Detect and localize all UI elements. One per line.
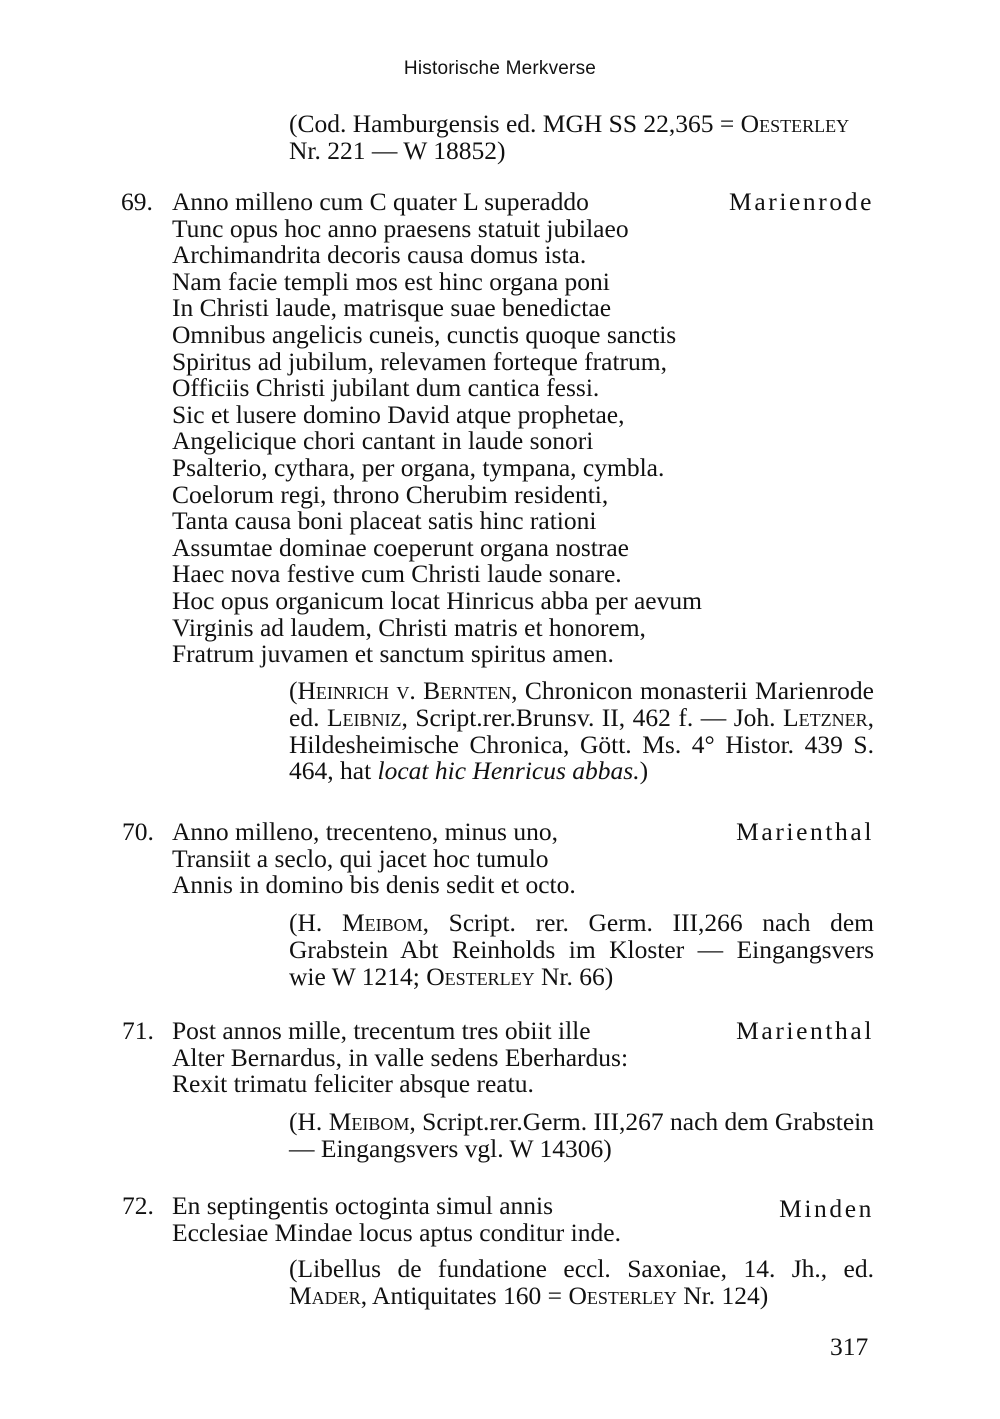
verse-line: Assumtae dominae coeperunt organa nostrae xyxy=(172,532,629,562)
author-name: Heinrich v. Bernten xyxy=(297,676,512,705)
source-note xyxy=(289,678,874,785)
author-name: Letzner xyxy=(783,702,868,732)
author-name: Meibom xyxy=(328,1107,410,1136)
page-number: 317 xyxy=(830,1332,869,1361)
verse-line: Haec nova festive cum Christi laude sonare. xyxy=(172,559,622,589)
place-name: Marienrode xyxy=(729,187,874,216)
verse-line: Annis in domino bis denis sedit et octo. xyxy=(172,870,576,900)
author-name: Mader xyxy=(289,1280,361,1310)
top-citation-line-2: Nr. 221 — W 18852) xyxy=(289,136,506,165)
running-header: Historische Merkverse xyxy=(403,58,597,79)
entry-number: 69. xyxy=(121,187,153,216)
verse-line: Nam facie templi mos est hinc organa poni xyxy=(172,266,610,296)
verse-line: Coelorum regi, throno Cherubim residenti, xyxy=(172,479,609,509)
note-text: Nr. 124) xyxy=(676,1280,769,1310)
top-citation-text: (Cod. Hamburgensis ed. MGH SS 22,365 = xyxy=(289,109,741,138)
note-text: ( xyxy=(289,676,298,705)
verse-line: Spiritus ad jubilum, relevamen forteque fratrum, xyxy=(172,346,667,376)
note-text: , Hildesheimische Chronica, Gött. Ms. 4° Histor. 439 S. 464, hat xyxy=(289,702,874,786)
note-text: (H. xyxy=(289,1107,329,1136)
verse-line: Angelicique chori cantant in laude sonori xyxy=(172,426,594,456)
note-text: Nr. 66) xyxy=(534,961,614,991)
place-name: Marienthal xyxy=(736,1016,874,1045)
top-citation-line-1 xyxy=(289,110,849,137)
author-name: Oesterley xyxy=(740,109,850,138)
verse-line: Virginis ad laudem, Christi matris et honorem, xyxy=(172,612,646,642)
verse-line: Sic et lusere domino David atque prophetae, xyxy=(172,399,625,429)
place-name: Minden xyxy=(779,1194,874,1223)
note-text: (Libellus de fundatione eccl. Saxoniae, 14. Jh., ed. xyxy=(289,1254,874,1283)
entry-number: 71. xyxy=(122,1016,154,1045)
verse-line: Hoc opus organicum locat Hinricus abba per aevum xyxy=(172,586,702,615)
source-note xyxy=(289,1109,874,1163)
note-text: ) xyxy=(639,756,649,786)
verse-line: Psalterio, cythara, per organa, tympana, cymbla. xyxy=(172,453,665,482)
entry-number: 70. xyxy=(122,817,154,846)
note-text: , Script.rer.Brunsv. II, 462 f. — Joh. xyxy=(401,702,784,732)
verse-line: Alter Bernardus, in valle sedens Eberhardus: xyxy=(172,1042,629,1072)
quoted-variant: locat hic Henricus abbas. xyxy=(377,756,640,786)
note-text: , Script.rer.Germ. III,267 nach dem Grabstein — Eingangsvers vgl. W 14306) xyxy=(289,1107,874,1163)
verse-line: Archimandrita decoris causa domus ista. xyxy=(172,240,587,270)
entry-number: 72. xyxy=(122,1191,154,1220)
author-name: Meibom xyxy=(341,908,423,937)
note-text: , Script. rer. Germ. III,266 nach dem Grabstein Abt Reinholds im Kloster — Eingangsvers wie W 1214; xyxy=(289,908,874,991)
note-text: , Chronicon monasterii Marienrode ed. xyxy=(289,676,874,732)
verse-line: Transiit a seclo, qui jacet hoc tumulo xyxy=(172,843,549,873)
verse-line: Anno milleno cum C quater L superaddo xyxy=(172,187,589,216)
verse-line: Post annos mille, trecentum tres obiit ille xyxy=(172,1016,591,1045)
note-text: , Antiquitates 160 = xyxy=(360,1280,569,1310)
source-note xyxy=(289,1256,874,1310)
author-name: Oesterley xyxy=(426,961,535,991)
source-note xyxy=(289,910,874,990)
verse-line: Omnibus angelicis cuneis, cunctis quoque sanctis xyxy=(172,320,677,349)
author-name: Leibniz xyxy=(326,702,402,732)
verse-line: Officiis Christi jubilant dum cantica fessi. xyxy=(172,373,600,403)
verse-line: Rexit trimatu feliciter absque reatu. xyxy=(172,1069,534,1099)
verse-line: Anno milleno, trecenteno, minus uno, xyxy=(172,817,558,846)
verse-line: In Christi laude, matrisque suae benedictae xyxy=(172,293,612,323)
verse-line: Ecclesiae Mindae locus aptus conditur inde. xyxy=(172,1217,621,1247)
verse-line: Fratrum juvamen et sanctum spiritus amen. xyxy=(172,639,614,669)
verse-line: Tanta causa boni placeat satis hinc rationi xyxy=(172,506,597,536)
note-text: (H. xyxy=(289,908,342,937)
verse-line: En septingentis octoginta simul annis xyxy=(172,1191,554,1220)
verse-line: Tunc opus hoc anno praesens statuit jubilaeo xyxy=(172,213,629,243)
author-name: Oesterley xyxy=(568,1280,677,1310)
place-name: Marienthal xyxy=(736,817,874,846)
